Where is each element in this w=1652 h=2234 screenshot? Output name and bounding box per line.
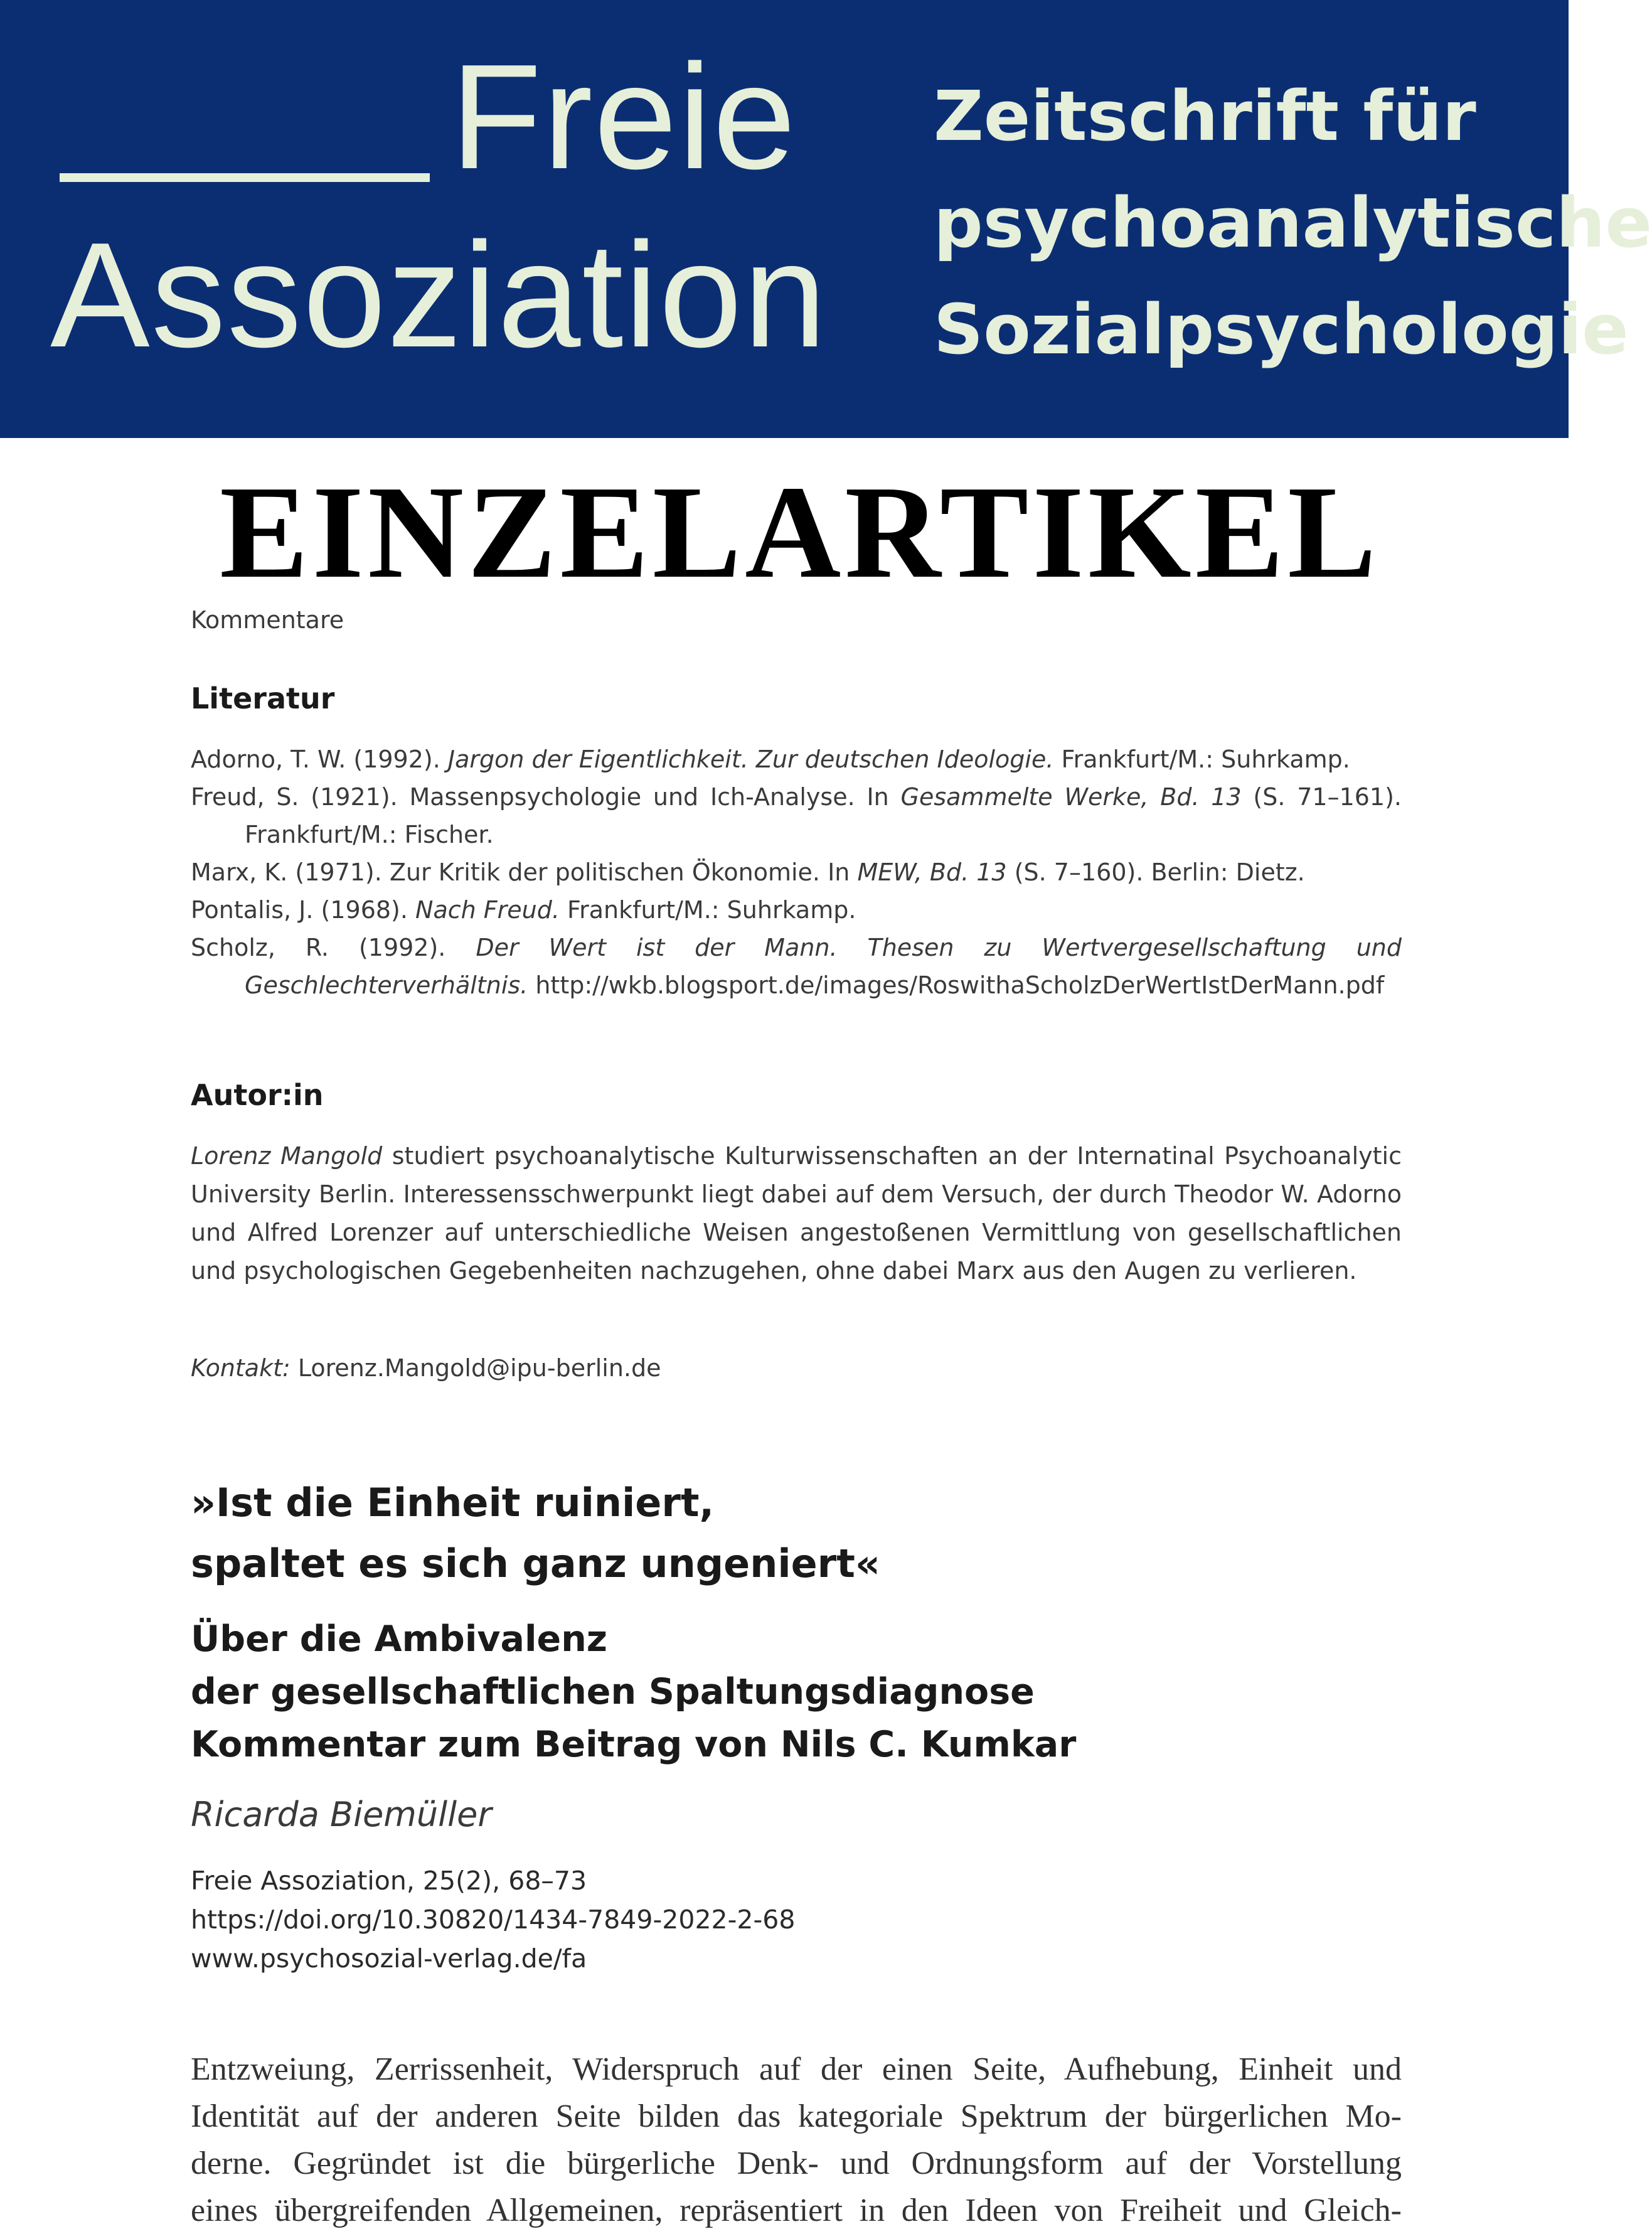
journal-title-line2: Assoziation — [50, 212, 828, 378]
reference-item: Marx, K. (1971). Zur Kritik der politischen Ökonomie. In MEW, Bd. 13 (S. 7–160). Berlin: Dietz. — [191, 858, 1305, 886]
article-citation — [191, 1861, 1402, 1978]
author-name: Lorenz Mangold — [191, 1142, 383, 1170]
reference-item: Pontalis, J. (1968). Nach Freud. Frankfurt/M.: Suhrkamp. — [191, 896, 856, 924]
journal-header-banner — [0, 0, 1652, 438]
title-rule — [60, 173, 430, 182]
article-title-line: spaltet es sich ganz ungeniert« — [191, 1541, 880, 1586]
body-line: Identität auf der anderen Seite bilden das kategoriale Spektrum der bürgerlichen Mo- — [191, 2098, 1402, 2134]
citation-doi-link[interactable]: https://doi.org/10.30820/1434-7849-2022-2-68 — [191, 1905, 796, 1935]
article-title — [191, 1472, 1402, 1594]
contact-label: Kontakt: — [191, 1354, 290, 1382]
author-bio-text: studiert psychoanalytische Kulturwissenschaften an der Internatinal Psychoanalytic University Berlin. Interessensschwerpunkt liegt dabei auf dem Versuch, der durch Theodor W. Adorno und Alfred Lorenzer auf unterschiedliche Weisen angestoßenen Vermittlung von gesellschaftlichen und psychologischen Gegebenheiten nachzugehen, ohne dabei Marx aus den Augen zu verlieren. — [191, 1142, 1402, 1285]
journal-subtitle — [934, 63, 1652, 383]
journal-subtitle-line: Sozialpsychologie — [934, 289, 1629, 370]
body-line: derne. Gegründet ist die bürgerliche Denk- und Ordnungsform auf der Vorstellung — [191, 2146, 1402, 2181]
body-line: eines übergreifenden Allgemeinen, repräsentiert in den Ideen von Freiheit und Gleich- — [191, 2193, 1402, 2228]
journal-subtitle-line: Zeitschrift für — [934, 76, 1476, 156]
einzelartikel-heading: EINZELARTIKEL — [220, 458, 1380, 606]
autor-heading: Autor:in — [191, 1078, 324, 1112]
reference-list — [191, 740, 1402, 1004]
contact-email: Lorenz.Mangold@ipu-berlin.de — [290, 1354, 661, 1382]
section-label: Kommentare — [191, 606, 344, 634]
article-title-line: »Ist die Einheit ruiniert, — [191, 1480, 715, 1526]
journal-subtitle-line: psychoanalytische — [934, 183, 1652, 263]
journal-title-line1: Freie — [450, 34, 797, 200]
reference-item: Freud, S. (1921). Massenpsychologie und Ich-Analyse. In Gesammelte Werke, Bd. 13 (S. 71–161). Frankfurt/M.: Fischer. — [191, 783, 1402, 848]
article-subtitle — [191, 1613, 1402, 1771]
body-line: Entzweiung, Zerrissenheit, Widerspruch auf der einen Seite, Aufhebung, Einheit und — [191, 2051, 1402, 2087]
citation-journal: Freie Assoziation, 25(2), 68–73 — [191, 1866, 587, 1896]
article-author: Ricarda Biemüller — [191, 1795, 492, 1834]
author-contact — [191, 1354, 1402, 1382]
reference-item: Scholz, R. (1992). Der Wert ist der Mann. Thesen zu Wertvergesellschaftung und Geschlechterverhältnis. http://wkb.blogsport.de/images/RoswithaScholzDerWertIstDerMann.pdf — [191, 934, 1402, 999]
literatur-heading: Literatur — [191, 681, 335, 715]
article-subtitle-line: Kommentar zum Beitrag von Nils C. Kumkar — [191, 1724, 1077, 1765]
author-bio — [191, 1137, 1402, 1290]
reference-item: Adorno, T. W. (1992). Jargon der Eigentlichkeit. Zur deutschen Ideologie. Frankfurt/M.: Suhrkamp. — [191, 746, 1350, 773]
article-subtitle-line: Über die Ambivalenz — [191, 1618, 607, 1660]
citation-website-link[interactable]: www.psychosozial-verlag.de/fa — [191, 1943, 587, 1974]
article-body — [191, 2046, 1402, 2234]
article-subtitle-line: der gesellschaftlichen Spaltungsdiagnose — [191, 1671, 1035, 1713]
